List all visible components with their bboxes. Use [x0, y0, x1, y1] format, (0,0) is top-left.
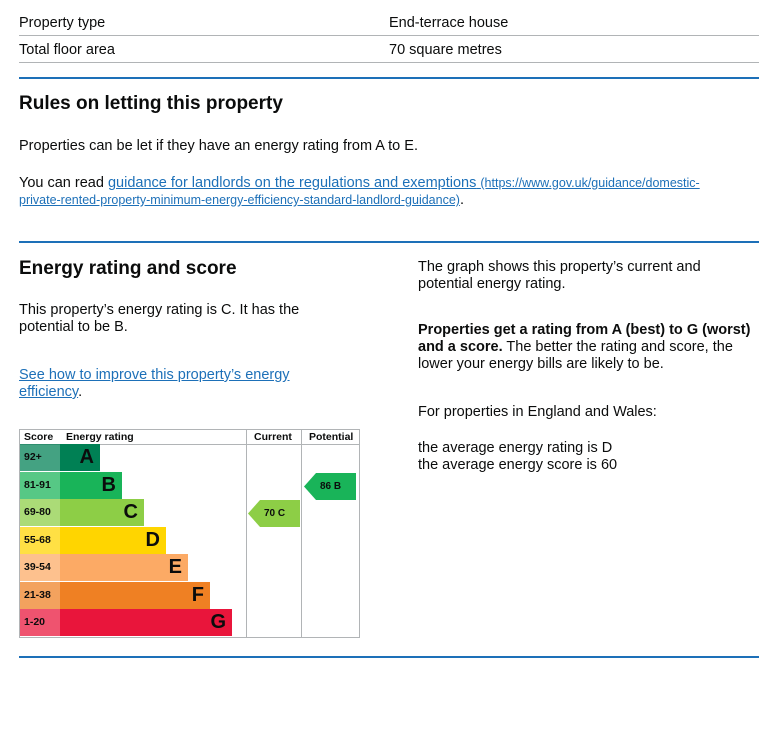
summary-label: Property type — [19, 15, 106, 31]
header-current: Current — [254, 431, 292, 443]
summary-row-floor-area — [19, 36, 759, 63]
section-divider — [19, 656, 759, 658]
band-score-e: 39-54 — [20, 554, 60, 581]
energy-rating-chart — [19, 429, 360, 638]
improve-efficiency-link[interactable]: See how to improve this property’s energy efficiency — [19, 367, 290, 400]
band-score-g: 1-20 — [20, 609, 60, 636]
header-energy-rating: Energy rating — [66, 431, 134, 443]
rating-explanation: Properties get a rating from A (best) to G (worst) and a score. The better the rating and score, the lower your energy bills are likely to be. — [418, 322, 751, 372]
section-divider — [19, 241, 759, 243]
summary-label: Total floor area — [19, 42, 115, 58]
graph-description: The graph shows this property’s current and potential energy rating. — [418, 259, 701, 292]
current-rating-arrow — [248, 500, 300, 527]
potential-rating-arrow — [304, 473, 356, 500]
current-column-divider — [246, 430, 247, 637]
band-bar-f: F — [60, 582, 210, 609]
header-score: Score — [24, 431, 54, 443]
letting-paragraph: Properties can be let if they have an energy rating from A to E. — [19, 138, 418, 154]
letting-heading: Rules on letting this property — [19, 93, 283, 114]
letting-guidance-paragraph — [19, 175, 759, 209]
current-rating-arrow-label: 70 C — [264, 508, 286, 519]
summary-value: End-terrace house — [389, 15, 509, 31]
guidance-link[interactable]: guidance for landlords on the regulations and exemptions (https://www.gov.uk/guidance/domestic- private-rented-property-minimum-energy-efficiency-standard-landlord-guidance) — [19, 175, 700, 207]
band-bar-g: G — [60, 609, 232, 636]
band-bar-e: E — [60, 554, 188, 581]
potential-rating-arrow-label: 86 B — [320, 480, 342, 492]
potential-column-divider — [301, 430, 302, 637]
header-potential: Potential — [309, 431, 354, 443]
band-score-f: 21-38 — [20, 582, 60, 609]
average-rating: the average energy rating is D — [418, 440, 613, 456]
regional-heading: For properties in England and Wales: — [418, 404, 657, 420]
band-bar-c: C — [60, 499, 144, 526]
summary-row-property-type — [19, 9, 759, 36]
guidance-prefix: You can read — [19, 175, 108, 191]
chart-header — [20, 430, 359, 445]
guidance-suffix: . — [459, 192, 464, 208]
rating-paragraph: This property’s energy rating is C. It has the potential to be B. — [19, 302, 300, 335]
summary-value: 70 square metres — [389, 42, 502, 58]
improve-paragraph: See how to improve this property’s energy efficiency. — [19, 367, 290, 400]
average-score: the average energy score is 60 — [418, 457, 618, 473]
band-bar-a: A — [60, 444, 100, 471]
band-bar-d: D — [60, 527, 166, 554]
band-score-b: 81-91 — [20, 472, 60, 499]
rating-heading: Energy rating and score — [19, 258, 237, 279]
band-score-a: 92+ — [20, 444, 60, 471]
band-bar-b: B — [60, 472, 122, 499]
band-score-d: 55-68 — [20, 527, 60, 554]
section-divider — [19, 77, 759, 79]
averages — [418, 440, 617, 474]
band-score-c: 69-80 — [20, 499, 60, 526]
